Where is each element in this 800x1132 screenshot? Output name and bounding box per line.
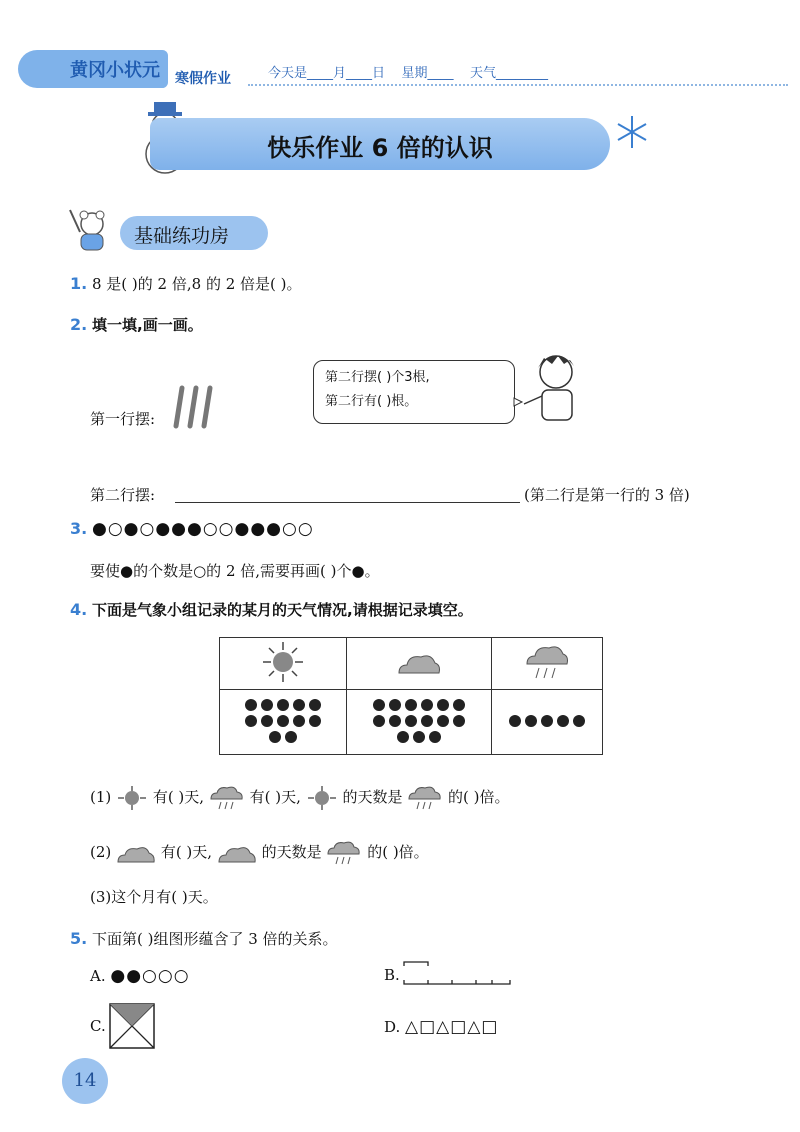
header-divider (248, 84, 788, 86)
section-title: 基础练功房 (134, 225, 230, 247)
row2-label: 第二行摆: (90, 486, 156, 504)
cloudy-day-dot (405, 699, 417, 711)
sunny-day-dot (277, 715, 289, 727)
series-title: 寒假作业 (175, 71, 231, 87)
rainy-icon (209, 785, 245, 811)
cloudy-day-dot (389, 699, 401, 711)
cloudy-day-dot (421, 715, 433, 727)
rainy-header-cell (491, 638, 602, 690)
cloudy-day-dot (373, 715, 385, 727)
sunny-day-dot (293, 715, 305, 727)
question-text: 下面第( )组图形蕴含了 3 倍的关系。 (92, 930, 338, 948)
question-3 (70, 519, 314, 539)
option-b (384, 966, 400, 984)
page-title: 快乐作业 6 倍的认识 (267, 134, 493, 162)
row1-label: 第一行摆: (90, 410, 156, 428)
sunny-day-dot (285, 731, 297, 743)
question-4-title (70, 599, 473, 620)
cloudy-day-dot (413, 731, 425, 743)
question-1 (70, 273, 302, 294)
sunny-icon (261, 640, 305, 684)
cloudy-icon (217, 842, 257, 864)
option-a (90, 966, 190, 986)
cloudy-header-cell (347, 638, 491, 690)
question-number: 5. (70, 929, 88, 948)
question-4-part-3: (3)这个月有( )天。 (90, 888, 218, 906)
sunny-day-dot (261, 715, 273, 727)
option-b-segments (400, 960, 515, 988)
sunny-dots (237, 698, 329, 746)
sunny-count-cell (220, 690, 347, 755)
question-number: 1. (70, 274, 88, 293)
option-d (384, 1017, 498, 1037)
cloudy-day-dot (453, 699, 465, 711)
date-weather-line: 今天是____月____日 星期____ 天气________ (268, 66, 549, 81)
sunny-day-dot (245, 715, 257, 727)
rainy-day-dot (557, 715, 569, 727)
question-5 (70, 928, 338, 949)
rainy-day-dot (541, 715, 553, 727)
sticks-illustration (168, 384, 218, 430)
part-label: (2) (90, 843, 112, 861)
blank-text: 有( )天, (160, 843, 213, 861)
cloudy-day-dot (373, 699, 385, 711)
bubble-line-2: 第二行有( )根。 (325, 394, 418, 409)
sunny-day-dot (245, 699, 257, 711)
cloudy-count-cell (347, 690, 491, 755)
bear-mascot-icon (66, 206, 116, 252)
boy-illustration (512, 344, 592, 429)
cloudy-day-dot (429, 731, 441, 743)
question-text: 填一填,画一画。 (92, 316, 203, 334)
cloudy-day-dot (405, 715, 417, 727)
sunny-day-dot (269, 731, 281, 743)
rainy-day-dot (573, 715, 585, 727)
sunny-day-dot (309, 699, 321, 711)
sunny-day-dot (293, 699, 305, 711)
option-label: C. (90, 1017, 106, 1035)
sunny-day-dot (261, 699, 273, 711)
cloudy-day-dot (397, 731, 409, 743)
rainy-dots (501, 714, 593, 730)
cloudy-icon (395, 647, 443, 677)
option-a-shapes: ●●○○○ (110, 966, 190, 986)
weather-table (219, 637, 603, 755)
question-4-part-2 (90, 840, 429, 866)
rainy-icon (407, 785, 443, 811)
question-4-part-1 (90, 785, 510, 811)
question-2-title (70, 314, 203, 335)
blank-text: 的( )倍。 (367, 843, 429, 861)
question-text: 下面是气象小组记录的某月的天气情况,请根据记录填空。 (92, 601, 473, 619)
circle-sequence: ●○●○●●●○○●●●○○ (92, 519, 314, 539)
option-label: B. (384, 966, 400, 984)
question-number: 3. (70, 519, 88, 538)
question-text: 8 是( )的 2 倍,8 的 2 倍是( )。 (92, 275, 302, 293)
cloudy-day-dot (437, 699, 449, 711)
brand-logo-text: 黄冈小状元 (70, 60, 160, 81)
rainy-count-cell (491, 690, 602, 755)
sunny-icon (306, 785, 338, 811)
cloudy-day-dot (453, 715, 465, 727)
cloudy-dots (369, 698, 469, 746)
answer-line (175, 502, 520, 503)
option-label: A. (90, 967, 106, 985)
blank-text: 的天数是 (261, 843, 322, 861)
page-number: 14 (62, 1058, 108, 1104)
cloudy-icon (116, 842, 156, 864)
blank-text: 有( )天, (249, 788, 301, 806)
part-label: (1) (90, 788, 112, 806)
row2-note: (第二行是第一行的 3 倍) (524, 486, 690, 504)
option-label: D. (384, 1018, 401, 1036)
blank-text: 的天数是 (342, 788, 403, 806)
cloudy-day-dot (389, 715, 401, 727)
sunny-header-cell (220, 638, 347, 690)
sunny-day-dot (277, 699, 289, 711)
rainy-icon (523, 642, 571, 682)
question-3-text: 要使●的个数是○的 2 倍,需要再画( )个●。 (90, 562, 380, 580)
rainy-day-dot (509, 715, 521, 727)
sunny-icon (116, 785, 148, 811)
rainy-icon (326, 840, 362, 866)
blank-text: 的( )倍。 (448, 788, 510, 806)
bubble-line-1: 第二行摆( )个3根, (325, 370, 430, 385)
sunny-day-dot (309, 715, 321, 727)
option-d-shapes: △□△□△□ (405, 1017, 499, 1037)
blank-text: 有( )天, (152, 788, 205, 806)
option-c (90, 1017, 106, 1035)
rainy-day-dot (525, 715, 537, 727)
question-number: 4. (70, 600, 88, 619)
cloudy-day-dot (421, 699, 433, 711)
option-c-square-figure (108, 1002, 156, 1050)
cloudy-day-dot (437, 715, 449, 727)
snowflake-icon (614, 114, 650, 150)
question-number: 2. (70, 315, 88, 334)
